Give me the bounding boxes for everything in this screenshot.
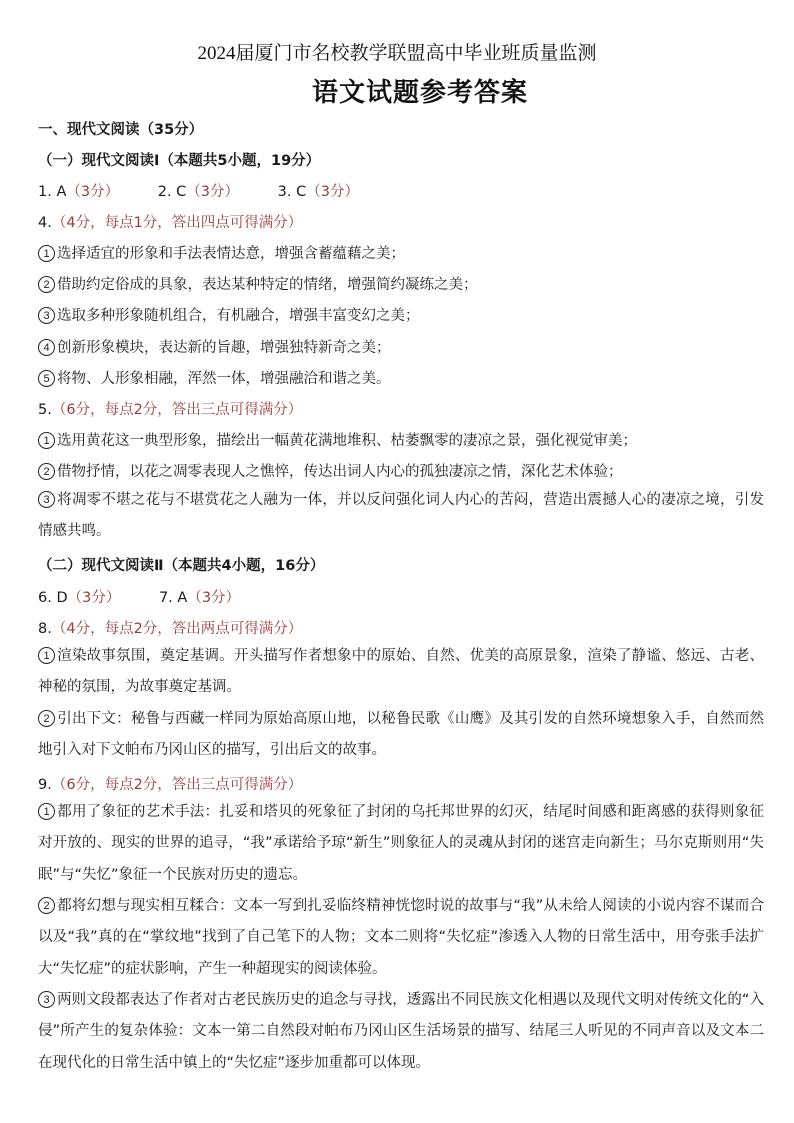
point-text: 都将幻想与现实相互糅合：文本一写到扎妥临终精神恍惚时说的故事与“我”从未给人阅读的小说内容不谋而合以及“我”真的在“掌纹地”找到了自己笔下的人物；文本二则将“失忆症”渗透入人物的日常生活中，用夸张手法扩大“失忆症”的症状影响，产生一种超现实的阅读体验。 <box>38 898 764 977</box>
answer-q2 <box>158 180 239 201</box>
answer-q7 <box>159 586 240 607</box>
answer-q7-score: （3分） <box>187 590 241 606</box>
mc-answers-row-2 <box>38 586 240 607</box>
point-text: 将物、人形象相融，浑然一体，增强融洽和谐之美。 <box>57 371 391 387</box>
answer-q6-score: （3分） <box>67 590 121 606</box>
q9-scoring-note: （6分，每点2分，答出三点可得满分） <box>51 777 303 793</box>
q8-point <box>38 704 764 767</box>
answer-q1-letter: 1. A <box>38 184 67 200</box>
point-text: 两则文段都表达了作者对古老民族历史的追念与寻找，透露出不同民族文化相遇以及现代文明对传统文化的“入侵”所产生的复杂体验：文本一第二自然段对帕布乃冈山区生活场景的描写、结尾三人听见的不同声音以及文本二在现代化的日常生活中镇上的“失忆症”逐步加重都可以体现。 <box>38 992 764 1071</box>
q5-point <box>38 460 623 481</box>
answer-q2-letter: 2. C <box>157 184 187 200</box>
circled-number: 2 <box>38 463 55 480</box>
q4-header <box>38 211 302 232</box>
q4-point <box>38 304 420 325</box>
q8-header <box>38 617 302 638</box>
q8-scoring-note: （4分，每点2分，答出两点可得满分） <box>51 621 303 637</box>
section-heading: 一、现代文阅读（35分） <box>38 122 204 138</box>
exam-subtitle: 2024届厦门市名校教学联盟高中毕业班质量监测 <box>197 43 597 64</box>
q5-point <box>38 485 764 548</box>
q4-point <box>38 336 391 357</box>
circled-number: 1 <box>38 245 55 262</box>
point-text: 创新形象模块，表达新的旨趣，增强独特新奇之美； <box>57 340 391 356</box>
circled-number: 2 <box>38 276 55 293</box>
q8-number: 8. <box>38 621 52 637</box>
point-text: 选取多种形象随机组合，有机融合，增强丰富变幻之美； <box>57 308 420 324</box>
circled-number: 5 <box>38 370 55 387</box>
mc-answers-row-1 <box>38 180 359 201</box>
q9-point <box>38 891 764 985</box>
answer-q3-score: （3分） <box>306 184 359 200</box>
answer-q6-letter: 6. D <box>38 590 68 606</box>
circled-number: 2 <box>38 897 55 914</box>
q4-scoring-note: （4分，每点1分，答出四点可得满分） <box>51 215 303 231</box>
answer-q1 <box>38 180 119 201</box>
part1-heading: （一）现代文阅读Ⅰ（本题共5小题，19分） <box>38 153 321 169</box>
answer-q2-score: （3分） <box>186 184 240 200</box>
answer-q7-letter: 7. A <box>158 590 188 606</box>
circled-number: 1 <box>38 803 55 820</box>
point-text: 引出下文：秘鲁与西藏一样同为原始高原山地，以秘鲁民歌《山鹰》及其引发的自然环境想象入手，自然而然地引入对下文帕布乃冈山区的描写，引出后文的故事。 <box>38 711 764 759</box>
page-title: 语文试题参考答案 <box>311 78 528 108</box>
circled-number: 1 <box>38 647 55 664</box>
circled-number: 3 <box>38 307 55 324</box>
answer-q6 <box>38 586 120 607</box>
q4-point <box>38 273 478 294</box>
circled-number: 2 <box>38 710 55 727</box>
q4-point <box>38 242 405 263</box>
circled-number: 3 <box>38 491 55 508</box>
answer-q1-score: （3分） <box>66 184 120 200</box>
point-text: 选用黄花这一典型形象，描绘出一幅黄花满地堆积、枯萎飘零的凄凉之景，强化视觉审美； <box>57 433 637 449</box>
part2-heading: （二）现代文阅读Ⅱ（本题共4小题，16分） <box>38 558 325 574</box>
circled-number: 4 <box>38 339 55 356</box>
circled-number: 1 <box>38 432 55 449</box>
q5-point <box>38 429 637 450</box>
q5-header <box>38 398 302 419</box>
q9-point <box>38 797 764 891</box>
point-text: 将凋零不堪之花与不堪赏花之人融为一体，并以反问强化词人内心的苦闷，营造出震撼人心的凄凉之境，引发情感共鸣。 <box>38 492 764 540</box>
circled-number: 3 <box>38 991 55 1008</box>
answer-q3-letter: 3. C <box>277 184 307 200</box>
point-text: 借助约定俗成的具象，表达某种特定的情绪，增强简约凝练之美； <box>57 277 478 293</box>
q9-number: 9. <box>38 777 52 793</box>
q4-point <box>38 367 391 388</box>
q5-scoring-note: （6分，每点2分，答出三点可得满分） <box>51 402 303 418</box>
point-text: 选择适宜的形象和手法表情达意，增强含蓄蕴藉之美； <box>57 246 405 262</box>
point-text: 渲染故事氛围，奠定基调。开头描写作者想象中的原始、自然、优美的高原景象，渲染了静谧、悠远、古老、神秘的氛围，为故事奠定基调。 <box>38 648 764 696</box>
point-text: 都用了象征的艺术手法：扎妥和塔贝的死象征了封闭的乌托邦世界的幻灭，结尾时间感和距离感的获得则象征对开放的、现实的世界的追寻，“我”承诺给予琼“新生”则象征人的灵魂从封闭的迷宫走向新生；马尔克斯则用“失眠”与“失忆”象征一个民族对历史的遗忘。 <box>38 804 764 883</box>
q9-header <box>38 773 302 794</box>
q9-point <box>38 985 764 1079</box>
q5-number: 5. <box>38 402 52 418</box>
answer-q3 <box>278 180 359 201</box>
q4-number: 4. <box>38 215 52 231</box>
q8-point <box>38 641 764 704</box>
point-text: 借物抒情，以花之凋零表现人之憔悴，传达出词人内心的孤独凄凉之情，深化艺术体验； <box>57 464 623 480</box>
